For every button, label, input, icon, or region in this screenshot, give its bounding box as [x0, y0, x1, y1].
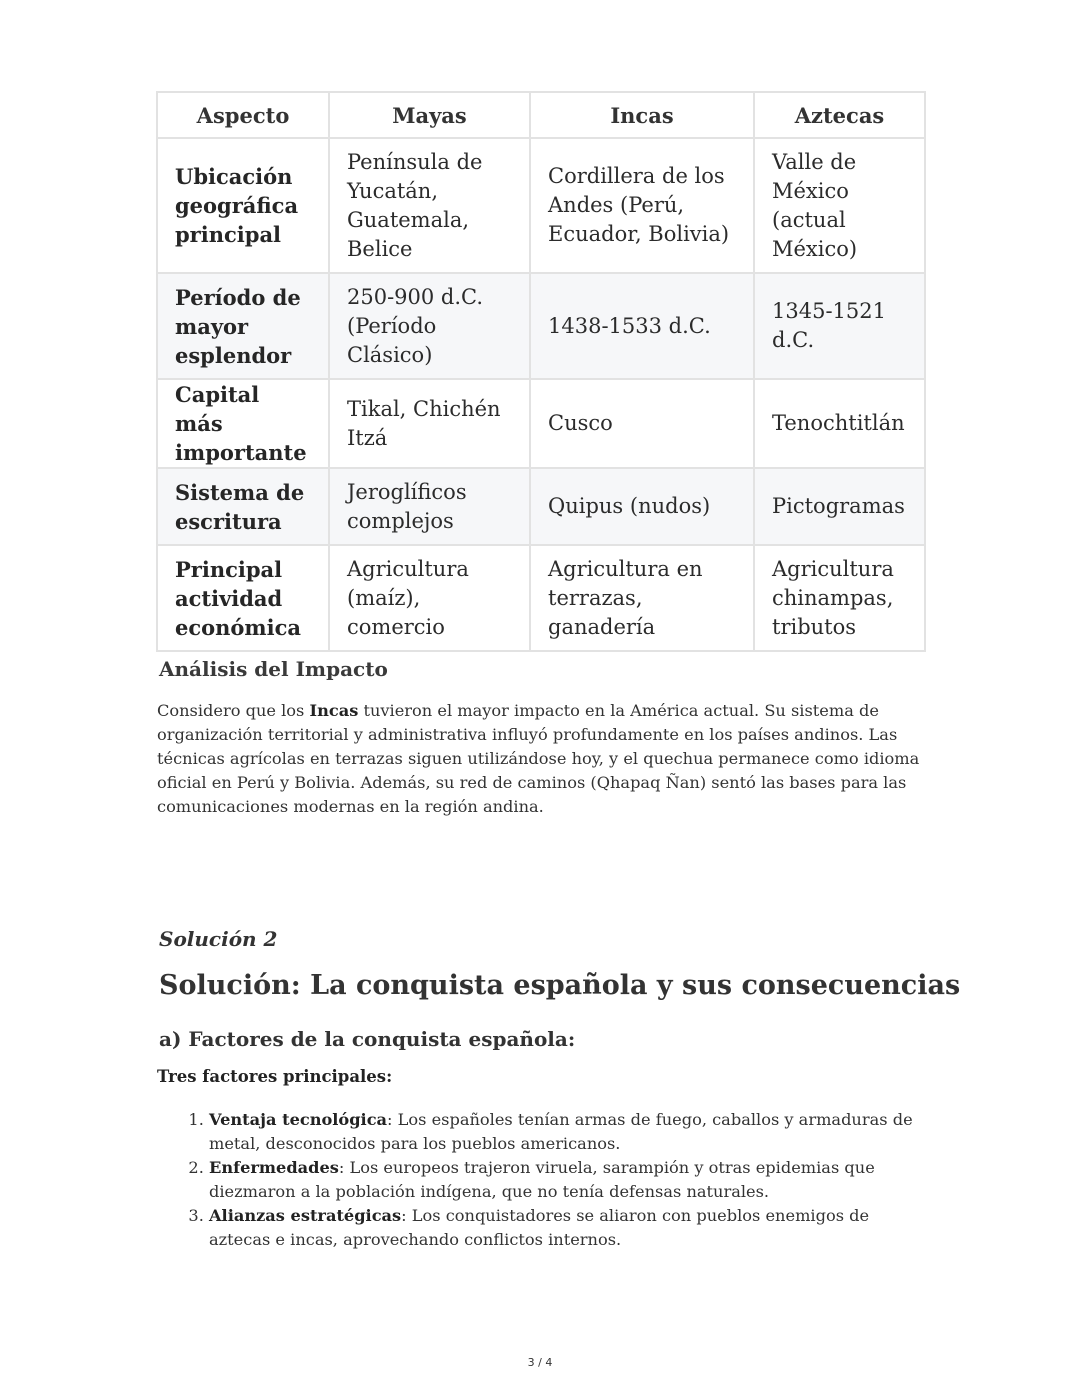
analysis-heading: Análisis del Impacto: [159, 657, 388, 681]
factor-name: Ventaja tecnológica: [209, 1110, 388, 1129]
cell-aztecas: Agricultura chinampas, tributos: [754, 545, 925, 651]
cell-aztecas: Valle de México (actual México): [754, 138, 925, 273]
table-row: [157, 468, 925, 545]
cell-incas: Agricultura en terrazas, ganadería: [530, 545, 754, 651]
row-aspect: Capital más importante: [157, 379, 329, 468]
header-aspecto: Aspecto: [157, 92, 329, 138]
factor-name: Alianzas estratégicas: [209, 1206, 402, 1225]
factors-intro: Tres factores principales:: [157, 1067, 393, 1086]
solution-label: Solución 2: [159, 927, 278, 951]
page-number: 3 / 4: [527, 1356, 553, 1369]
cell-aztecas: Tenochtitlán: [754, 379, 925, 468]
list-item: [209, 1108, 927, 1156]
solution-subtitle: a) Factores de la conquista española:: [159, 1027, 576, 1051]
factors-list: [157, 1108, 927, 1252]
analysis-text-rest: tuvieron el mayor impacto en la América actual. Su sistema de organización territorial y administrativa influyó profundamente en los países andinos. Las técnicas agrícolas en terrazas siguen utilizándose hoy, y el quechua permanece como idioma oficial en Perú y Bolivia. Además, su red de caminos (Qhapaq Ñan) sentó las bases para las comunicaciones modernas en la región andina.: [157, 701, 920, 816]
cell-incas: Cordillera de los Andes (Perú, Ecuador, Bolivia): [530, 138, 754, 273]
cell-incas: Cusco: [530, 379, 754, 468]
table-row: [157, 379, 925, 468]
analysis-paragraph: [157, 699, 927, 819]
table-row: [157, 138, 925, 273]
cell-aztecas: 1345-1521 d.C.: [754, 273, 925, 379]
list-item: [209, 1156, 927, 1204]
row-aspect: Sistema de escritura: [157, 468, 329, 545]
table-header-row: [157, 92, 925, 138]
header-mayas: Mayas: [329, 92, 530, 138]
row-aspect: Período de mayor esplendor: [157, 273, 329, 379]
row-aspect: Principal actividad económica: [157, 545, 329, 651]
header-aztecas: Aztecas: [754, 92, 925, 138]
header-incas: Incas: [530, 92, 754, 138]
solution-title: Solución: La conquista española y sus consecuencias: [159, 970, 961, 1001]
table-row: [157, 545, 925, 651]
cell-incas: Quipus (nudos): [530, 468, 754, 545]
cell-mayas: Tikal, Chichén Itzá: [329, 379, 530, 468]
factor-text: : Los españoles tenían armas de fuego, caballos y armaduras de metal, desconocidos para los pueblos americanos.: [209, 1110, 913, 1153]
row-aspect: Ubicación geográfica principal: [157, 138, 329, 273]
cell-mayas: 250-900 d.C. (Período Clásico): [329, 273, 530, 379]
analysis-bold-incas: Incas: [309, 701, 359, 720]
analysis-text-start: Considero que los: [157, 701, 310, 720]
cell-mayas: Jeroglíficos complejos: [329, 468, 530, 545]
table-row: [157, 273, 925, 379]
cell-incas: 1438-1533 d.C.: [530, 273, 754, 379]
cell-mayas: Península de Yucatán, Guatemala, Belice: [329, 138, 530, 273]
cell-mayas: Agricultura (maíz), comercio: [329, 545, 530, 651]
factor-name: Enfermedades: [209, 1158, 339, 1177]
list-item: [209, 1204, 927, 1252]
factor-text: : Los conquistadores se aliaron con pueblos enemigos de aztecas e incas, aprovechando conflictos internos.: [209, 1206, 870, 1249]
factor-text: : Los europeos trajeron viruela, sarampión y otras epidemias que diezmaron a la población indígena, que no tenía defensas naturales.: [209, 1158, 875, 1201]
cell-aztecas: Pictogramas: [754, 468, 925, 545]
comparison-table: [156, 91, 926, 652]
